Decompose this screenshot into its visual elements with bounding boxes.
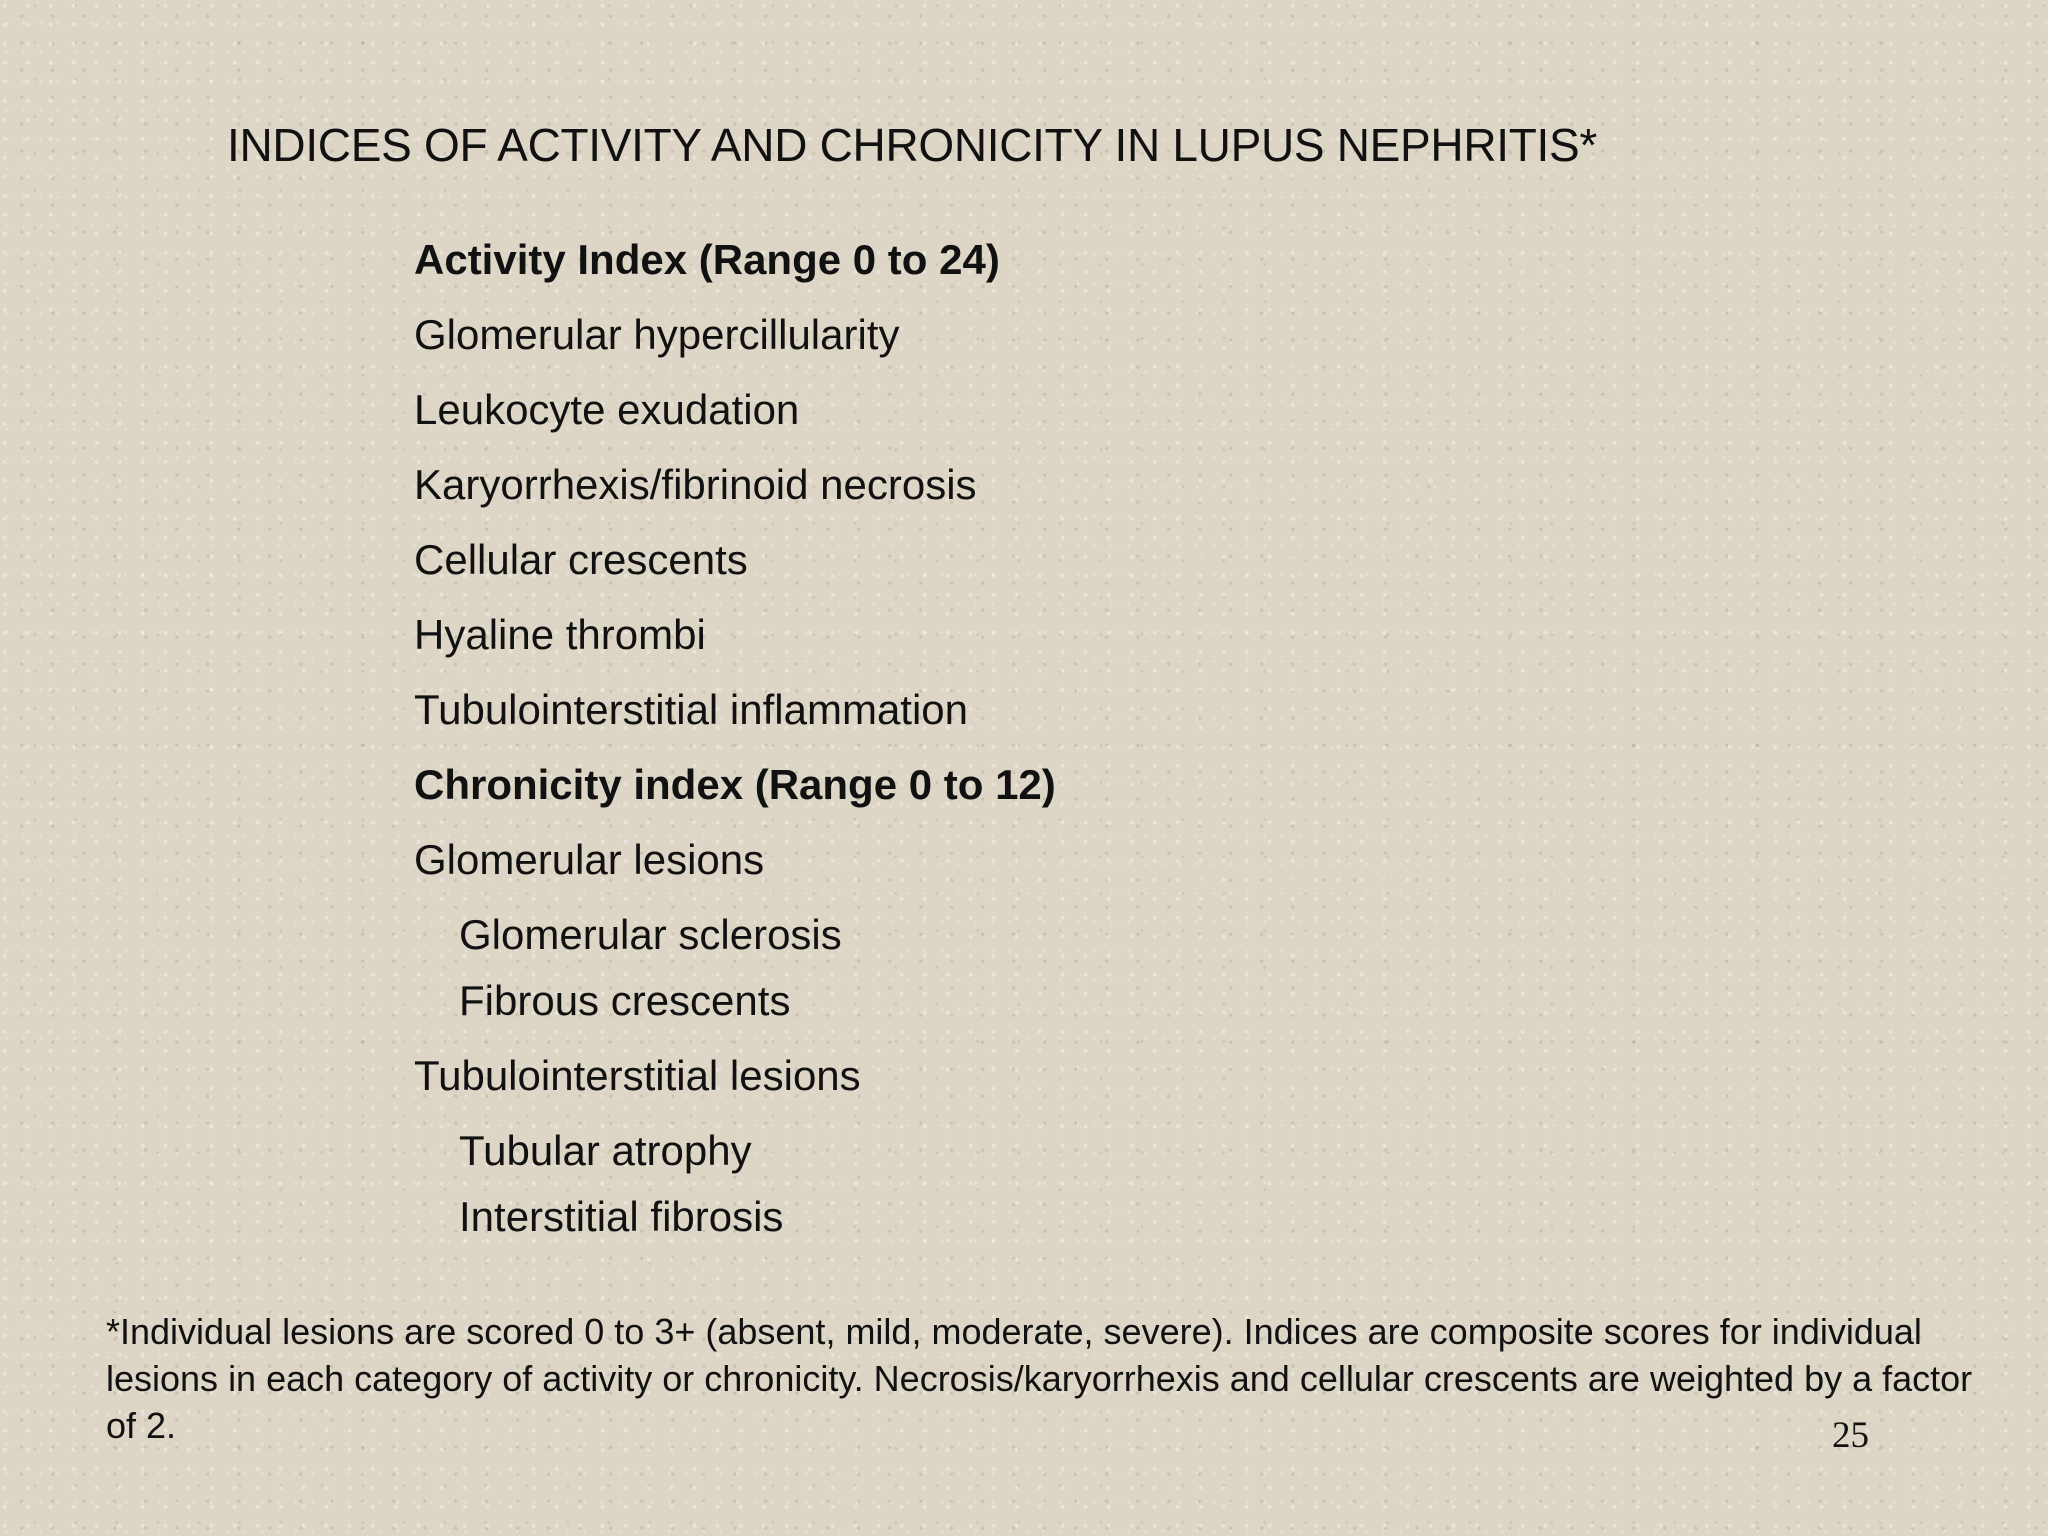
page-number: 25 <box>1832 1415 1869 1456</box>
footnote: *Individual lesions are scored 0 to 3+ (absent, mild, moderate, severe). Indices are composite scores for individual lesions in each category of activity or chronicity. Necrosis/karyorrhexis and cellular crescents are weighted by a factor of 2. <box>106 1311 1973 1446</box>
slide-title: INDICES OF ACTIVITY AND CHRONICITY IN LUPUS NEPHRITIS* <box>227 119 1597 171</box>
activity-item: Karyorrhexis/fibrinoid necrosis <box>414 461 977 508</box>
activity-item: Leukocyte exudation <box>414 386 800 433</box>
activity-item: Glomerular hypercillularity <box>414 311 900 358</box>
chronicity-subitem: Tubular atrophy <box>459 1127 752 1174</box>
activity-item: Hyaline thrombi <box>414 611 706 658</box>
activity-item: Tubulointerstitial inflammation <box>414 686 969 733</box>
activity-item: Cellular crescents <box>414 536 748 583</box>
chronicity-subitem: Interstitial fibrosis <box>459 1193 784 1240</box>
chronicity-subitem: Glomerular sclerosis <box>459 911 842 958</box>
chronicity-subitem: Fibrous crescents <box>459 977 791 1024</box>
activity-index-header: Activity Index (Range 0 to 24) <box>414 236 1000 283</box>
chronicity-index-header: Chronicity index (Range 0 to 12) <box>414 761 1056 808</box>
chronicity-category: Tubulointerstitial lesions <box>414 1052 861 1099</box>
chronicity-category: Glomerular lesions <box>414 836 765 883</box>
